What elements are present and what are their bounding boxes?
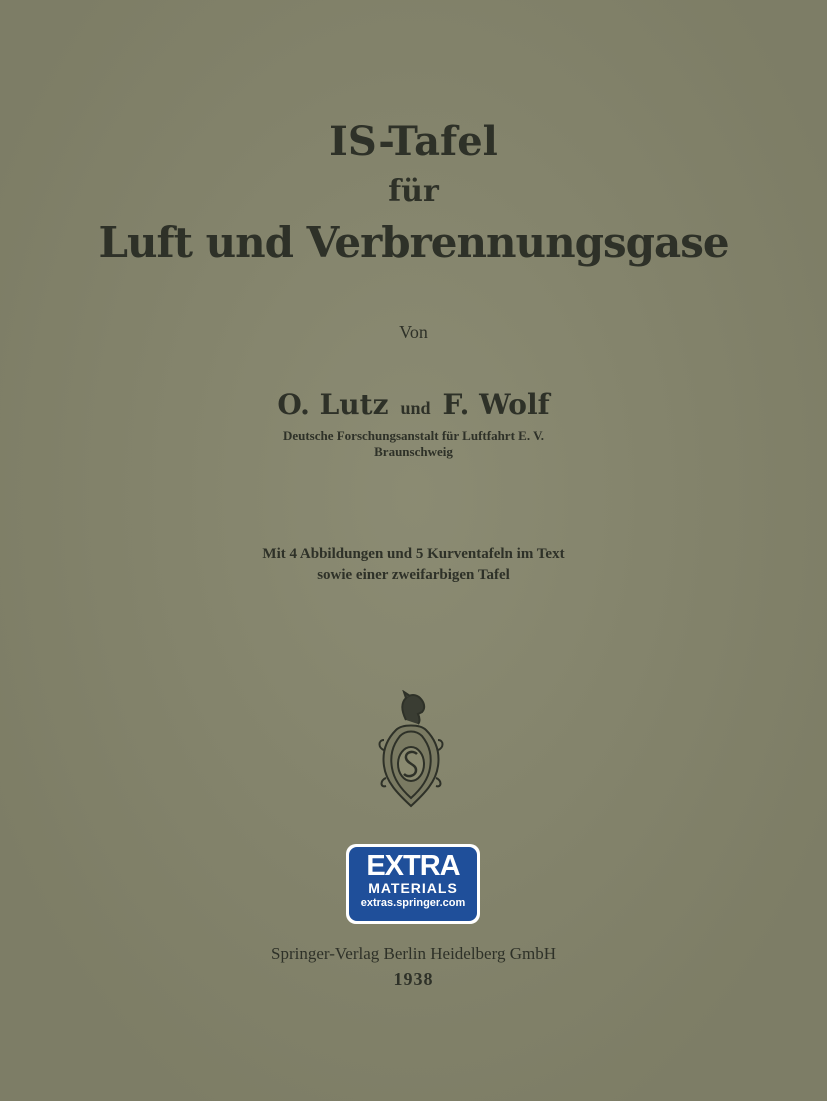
title-line-1: IS-Tafel — [329, 118, 498, 165]
author-first: O. Lutz — [277, 388, 389, 421]
institution-name: Deutsche Forschungsanstalt für Luftfahrt E. V. — [282, 428, 545, 443]
extra-materials-badge-inner — [349, 847, 477, 921]
badge-line-2: MATERIALS — [368, 880, 458, 896]
institution-city: Braunschweig — [374, 444, 453, 459]
springer-knight-emblem-icon — [376, 690, 446, 810]
publisher: Springer-Verlag Berlin Heidelberg GmbH — [271, 944, 556, 963]
title-line-2: für — [388, 174, 439, 209]
title-line-3: Luft und Verbrennungsgase — [98, 218, 729, 267]
author-conjunction: und — [400, 398, 431, 418]
author-second: F. Wolf — [442, 388, 550, 421]
badge-link[interactable]: extras.springer.com — [360, 897, 466, 909]
extra-materials-badge[interactable] — [346, 844, 480, 924]
authors — [0, 388, 827, 421]
contents-line-2: sowie einer zweifarbigen Tafel — [317, 567, 510, 583]
badge-line-1: EXTRA — [366, 850, 460, 882]
byline: Von — [399, 322, 428, 342]
contents-line-1: Mit 4 Abbildungen und 5 Kurventafeln im Text — [262, 546, 565, 562]
publication-year: 1938 — [393, 969, 434, 989]
